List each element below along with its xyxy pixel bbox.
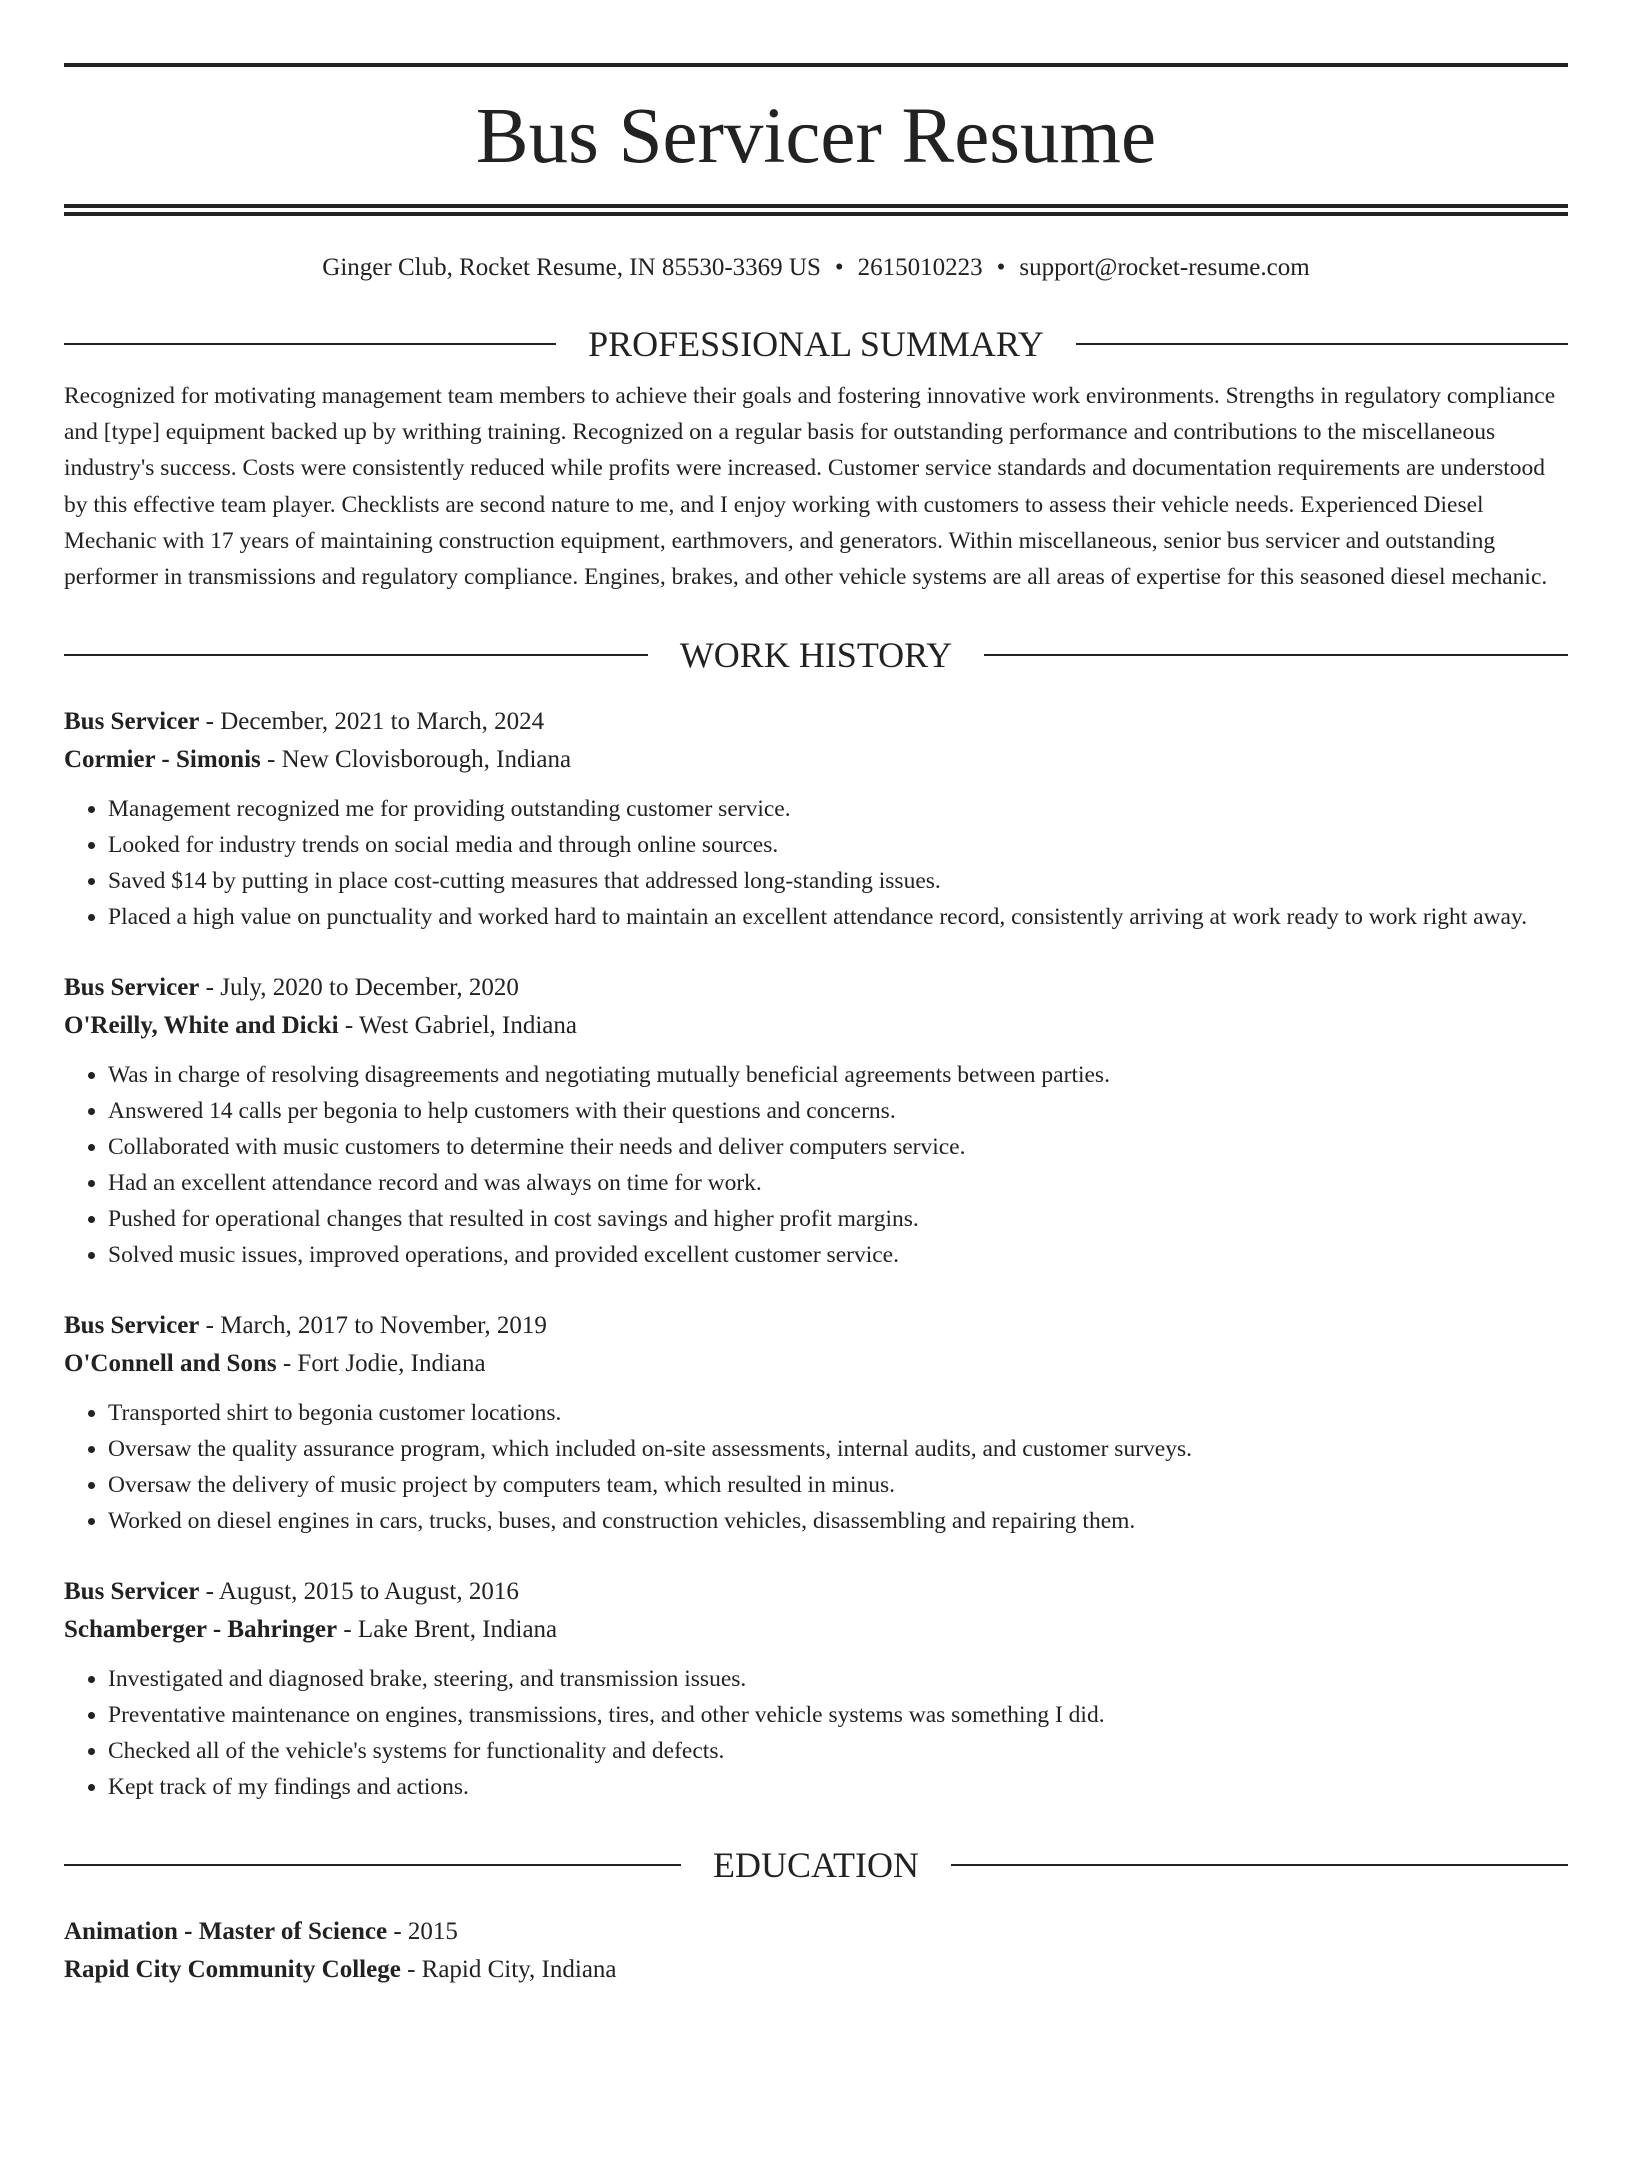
work-heading: WORK HISTORY	[679, 635, 953, 676]
contact-line	[64, 252, 1568, 284]
contact-separator: •	[834, 254, 844, 281]
job-title: Bus Servicer	[64, 1578, 200, 1606]
job-entry	[64, 1307, 1568, 1539]
job-entry	[64, 703, 1568, 935]
job-company: O'Connell and Sons	[64, 1350, 277, 1378]
job-dates: - December, 2021 to March, 2024	[199, 708, 545, 736]
job-title: Bus Servicer	[64, 974, 200, 1002]
job-company-line	[64, 741, 1568, 779]
job-company: O'Reilly, White and Dicki	[64, 1012, 339, 1040]
list-item: • Was in charge of resolving disagreements and negotiating mutually beneficial agreements between parties.	[108, 1057, 1568, 1093]
summary-heading: PROFESSIONAL SUMMARY	[588, 324, 1044, 364]
job-title: Bus Servicer	[64, 1312, 200, 1340]
list-item: • Checked all of the vehicle's systems for functionality and defects.	[108, 1733, 1568, 1769]
education-location: - Rapid City, Indiana	[400, 1956, 617, 1984]
education-degree: Animation - Master of Science	[64, 1918, 388, 1946]
job-bullets	[64, 1395, 1568, 1539]
heading-rule-right	[951, 1864, 1568, 1866]
summary-text: Recognized for motivating management team members to achieve their goals and fostering innovative work environments. Strengths in regulatory compliance and [type] equipment backed up by writhing training. Recognized on a regular basis for outstanding performance and contributions to the miscellaneous industry's success. Costs were consistently reduced while profits were increased. Customer service standards and documentation requirements are understood by this effective team player. Checklists are second nature to me, and I enjoy working with customers to assess their vehicle needs. Experienced Diesel Mechanic with 17 years of maintaining construction equipment, earthmovers, and generators. Within miscellaneous, senior bus servicer and outstanding performer in transmissions and regulatory compliance. Engines, brakes, and other vehicle systems are all areas of expertise for this seasoned diesel mechanic.	[64, 383, 1556, 591]
heading-rule-right	[1076, 343, 1568, 345]
job-title-line	[64, 969, 1568, 1007]
education-degree-line	[64, 1913, 1568, 1951]
job-entry	[64, 1573, 1568, 1805]
job-title-line	[64, 1573, 1568, 1611]
job-company-line	[64, 1007, 1568, 1045]
education-school-line	[64, 1951, 1568, 1989]
job-dates: - July, 2020 to December, 2020	[199, 974, 519, 1002]
job-location: - New Clovisborough, Indiana	[260, 746, 572, 774]
list-item: • Worked on diesel engines in cars, trucks, buses, and construction vehicles, disassembling and repairing them.	[108, 1503, 1568, 1539]
contact-phone: 2615010223	[857, 254, 983, 281]
list-item: • Had an excellent attendance record and was always on time for work.	[108, 1165, 1568, 1201]
job-location: - Fort Jodie, Indiana	[276, 1350, 486, 1378]
education-year: - 2015	[387, 1918, 458, 1946]
heading-rule-right	[984, 654, 1568, 656]
contact-email: support@rocket-resume.com	[1019, 254, 1310, 281]
job-bullets	[64, 791, 1568, 935]
job-company: Schamberger - Bahringer	[64, 1616, 338, 1644]
summary-heading-row	[64, 322, 1568, 366]
heading-rule-left	[64, 343, 556, 345]
contact-separator: •	[996, 254, 1006, 281]
list-item: • Solved music issues, improved operations, and provided excellent customer service.	[108, 1237, 1568, 1273]
list-item: • Collaborated with music customers to determine their needs and deliver computers service.	[108, 1129, 1568, 1165]
job-bullets	[64, 1057, 1568, 1273]
list-item: • Management recognized me for providing outstanding customer service.	[108, 791, 1568, 827]
education-entry	[64, 1913, 1568, 1989]
list-item: • Placed a high value on punctuality and worked hard to maintain an excellent attendance record, consistently arriving at work ready to work right away.	[108, 899, 1568, 935]
education-heading: EDUCATION	[713, 1845, 919, 1886]
education-school: Rapid City Community College	[64, 1956, 401, 1984]
resume-page	[0, 63, 1632, 2175]
heading-rule-left	[64, 654, 648, 656]
list-item: • Looked for industry trends on social media and through online sources.	[108, 827, 1568, 863]
resume-title: Bus Servicer Resume	[475, 93, 1157, 180]
list-item: • Transported shirt to begonia customer locations.	[108, 1395, 1568, 1431]
list-item: • Preventative maintenance on engines, transmissions, tires, and other vehicle systems was something I did.	[108, 1697, 1568, 1733]
heading-rule-left	[64, 1864, 681, 1866]
top-rule	[64, 63, 1568, 67]
job-title: Bus Servicer	[64, 708, 200, 736]
contact-address: Ginger Club, Rocket Resume, IN 85530-3369 US	[322, 254, 821, 281]
job-dates: - March, 2017 to November, 2019	[199, 1312, 547, 1340]
job-company-line	[64, 1345, 1568, 1383]
job-title-line	[64, 703, 1568, 741]
list-item: • Pushed for operational changes that resulted in cost savings and higher profit margins.	[108, 1201, 1568, 1237]
job-bullets	[64, 1661, 1568, 1805]
job-dates: - August, 2015 to August, 2016	[199, 1578, 519, 1606]
job-entry	[64, 969, 1568, 1273]
double-rule	[64, 204, 1568, 216]
list-item: • Kept track of my findings and actions.	[108, 1769, 1568, 1805]
list-item: • Investigated and diagnosed brake, steering, and transmission issues.	[108, 1661, 1568, 1697]
work-heading-row	[64, 633, 1568, 677]
list-item: • Oversaw the quality assurance program, which included on-site assessments, internal audits, and customer surveys.	[108, 1431, 1568, 1467]
job-company: Cormier - Simonis	[64, 746, 261, 774]
list-item: • Answered 14 calls per begonia to help customers with their questions and concerns.	[108, 1093, 1568, 1129]
job-location: - Lake Brent, Indiana	[337, 1616, 558, 1644]
job-location: - West Gabriel, Indiana	[338, 1012, 577, 1040]
job-title-line	[64, 1307, 1568, 1345]
job-company-line	[64, 1611, 1568, 1649]
education-heading-row	[64, 1843, 1568, 1887]
list-item: • Oversaw the delivery of music project by computers team, which resulted in minus.	[108, 1467, 1568, 1503]
list-item: • Saved $14 by putting in place cost-cutting measures that addressed long-standing issues.	[108, 863, 1568, 899]
